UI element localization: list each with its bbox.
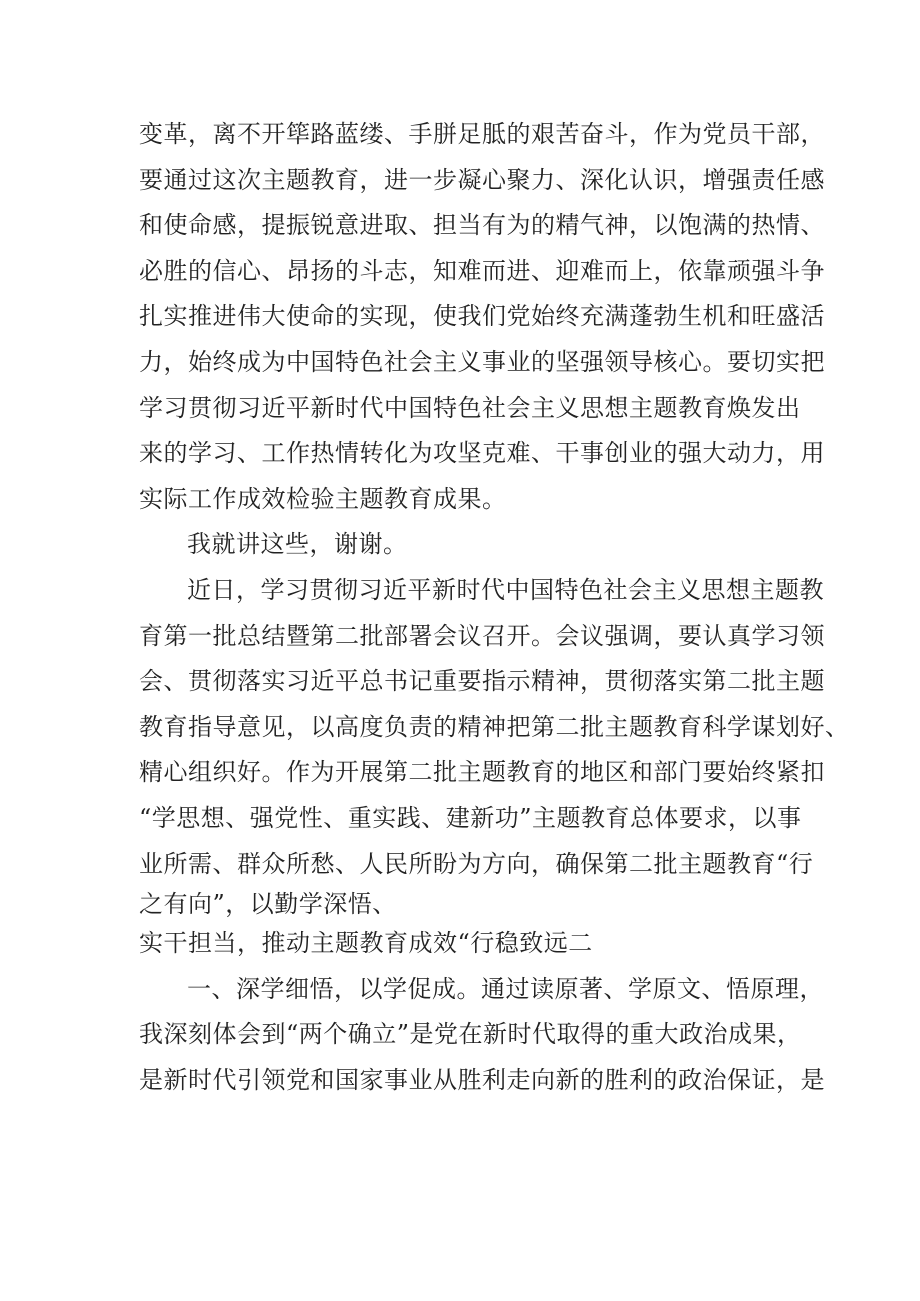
text-line: 必胜的信心、昂扬的斗志，知难而进、迎难而上，依靠顽强斗争 [139, 256, 825, 285]
document-body [139, 112, 850, 1103]
text-line: 业所需、群众所愁、人民所盼为方向，确保第二批主题教育“行 [139, 849, 814, 878]
text-line: 近日，学习贯彻习近平新时代中国特色社会主义思想主题教 [187, 575, 824, 604]
text-line: 一、深学细悟，以学促成。通过读原著、学原文、悟原理， [187, 974, 824, 1003]
text-line: 精心组织好。作为开展第二批主题教育的地区和部门要始终紧扣 [139, 758, 825, 787]
text-line: 我深刻体会到“两个确立”是党在新时代取得的重大政治成果， [139, 1020, 802, 1049]
text-line: 育第一批总结暨第二批部署会议召开。会议强调，要认真学习领 [139, 621, 825, 650]
text-line: 变革，离不开筚路蓝缕、手胼足胝的艰苦奋斗，作为党员干部， [139, 120, 825, 148]
text-line: 实干担当，推动主题教育成效“行稳致远二 [139, 929, 593, 958]
text-line: 之有向”，以勤学深悟、 [139, 890, 397, 919]
text-line: 要通过这次主题教育，进一步凝心聚力、深化认识，增强责任感 [139, 165, 825, 194]
text-line: 扎实推进伟大使命的实现，使我们党始终充满蓬勃生机和旺盛活 [139, 302, 825, 331]
text-line: 和使命感，提振锐意进取、担当有为的精气神，以饱满的热情、 [139, 211, 825, 240]
text-line: 来的学习、工作热情转化为攻坚克难、干事创业的强大动力，用 [139, 439, 825, 468]
text-line: 会、贯彻落实习近平总书记重要指示精神，贯彻落实第二批主题 [139, 667, 825, 696]
text-line: 力，始终成为中国特色社会主义事业的坚强领导核心。要切实把 [139, 347, 825, 376]
text-line: 我就讲这些，谢谢。 [187, 530, 408, 559]
text-line: 是新时代引领党和国家事业从胜利走向新的胜利的政治保证，是 [139, 1065, 825, 1094]
text-line: 教育指导意见，以高度负责的精神把第二批主题教育科学谋划好、 [139, 712, 850, 741]
text-line: 学习贯彻习近平新时代中国特色社会主义思想主题教育焕发出 [139, 393, 801, 422]
text-line: 实际工作成效检验主题教育成果。 [139, 484, 507, 513]
text-line: “学思想、强党性、重实践、建新功”主题教育总体要求，以事 [139, 803, 802, 832]
